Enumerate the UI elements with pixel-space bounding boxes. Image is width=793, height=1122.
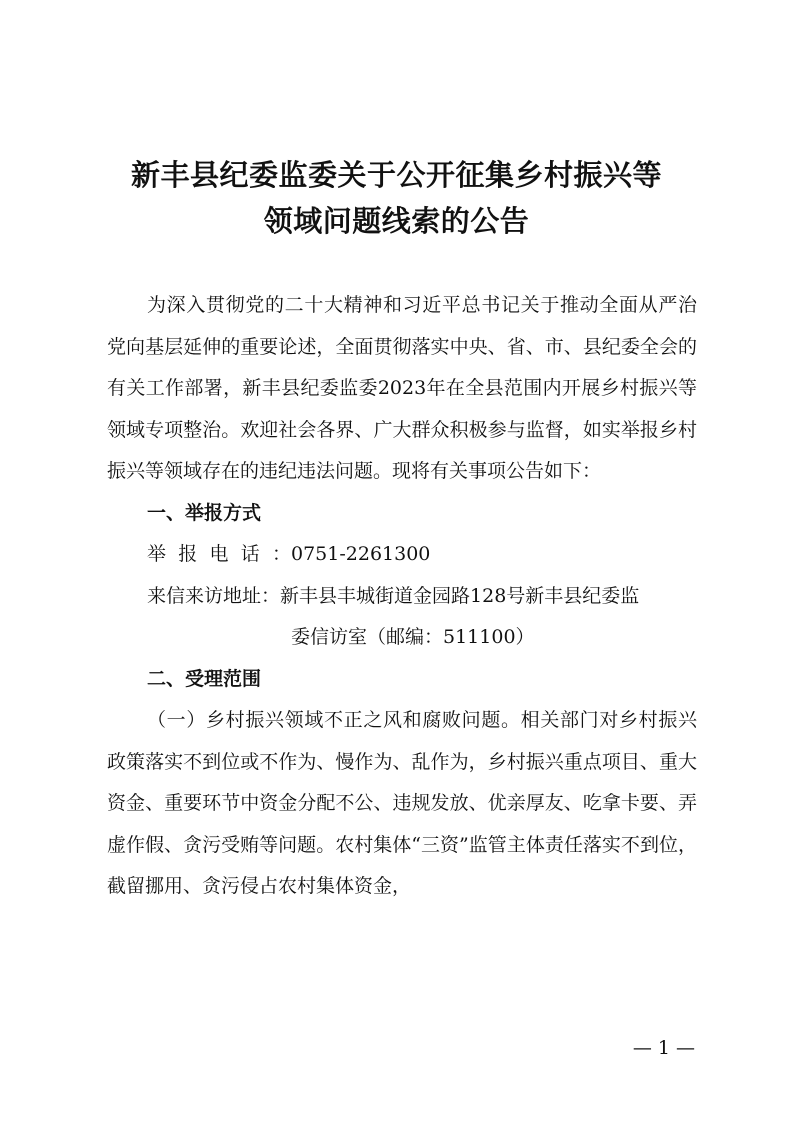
report-phone-row [107,534,697,576]
intro-paragraph: 为深入贯彻党的二十大精神和习近平总书记关于推动全面从严治党向基层延伸的重要论述，全面贯彻落实中央、省、市、县纪委全会的有关工作部署，新丰县纪委监委2023年在全县范围内开展乡村振兴等领域专项整治。欢迎社会各界、广大群众积极参与监督，如实举报乡村振兴等领域存在的违纪违法问题。现将有关事项公告如下： [107,294,697,482]
document-title-line2: 领域问题线索的公告 [263,204,530,238]
page-number: — 1 — [632,1037,695,1059]
report-phone-value: 0751-2261300 [291,543,431,565]
report-phone-label: 举报电话： [147,543,291,565]
report-address-label: 来信来访地址： [147,584,281,607]
section1-heading: 一、举报方式 [147,501,262,524]
document-title-line1: 新丰县纪委监委关于公开征集乡村振兴等 [130,158,662,192]
report-address-continuation: 委信访室（邮编：511100） [291,626,535,648]
section2-paragraph: （一）乡村振兴领域不正之风和腐败问题。相关部门对乡村振兴政策落实不到位或不作为、慢作为、乱作为，乡村振兴重点项目、重大资金、重要环节中资金分配不公、违规发放、优亲厚友、吃拿卡要、弄虚作假、贪污受贿等问题。农村集体“三资”监管主体责任落实不到位，截留挪用、贪污侵占农村集体资金， [107,709,697,897]
report-address-row [107,576,697,618]
report-address-value: 新丰县丰城街道金园路128号新丰县纪委监 [280,584,640,607]
document-body [107,285,697,908]
section2-heading: 二、受理范围 [147,667,262,690]
